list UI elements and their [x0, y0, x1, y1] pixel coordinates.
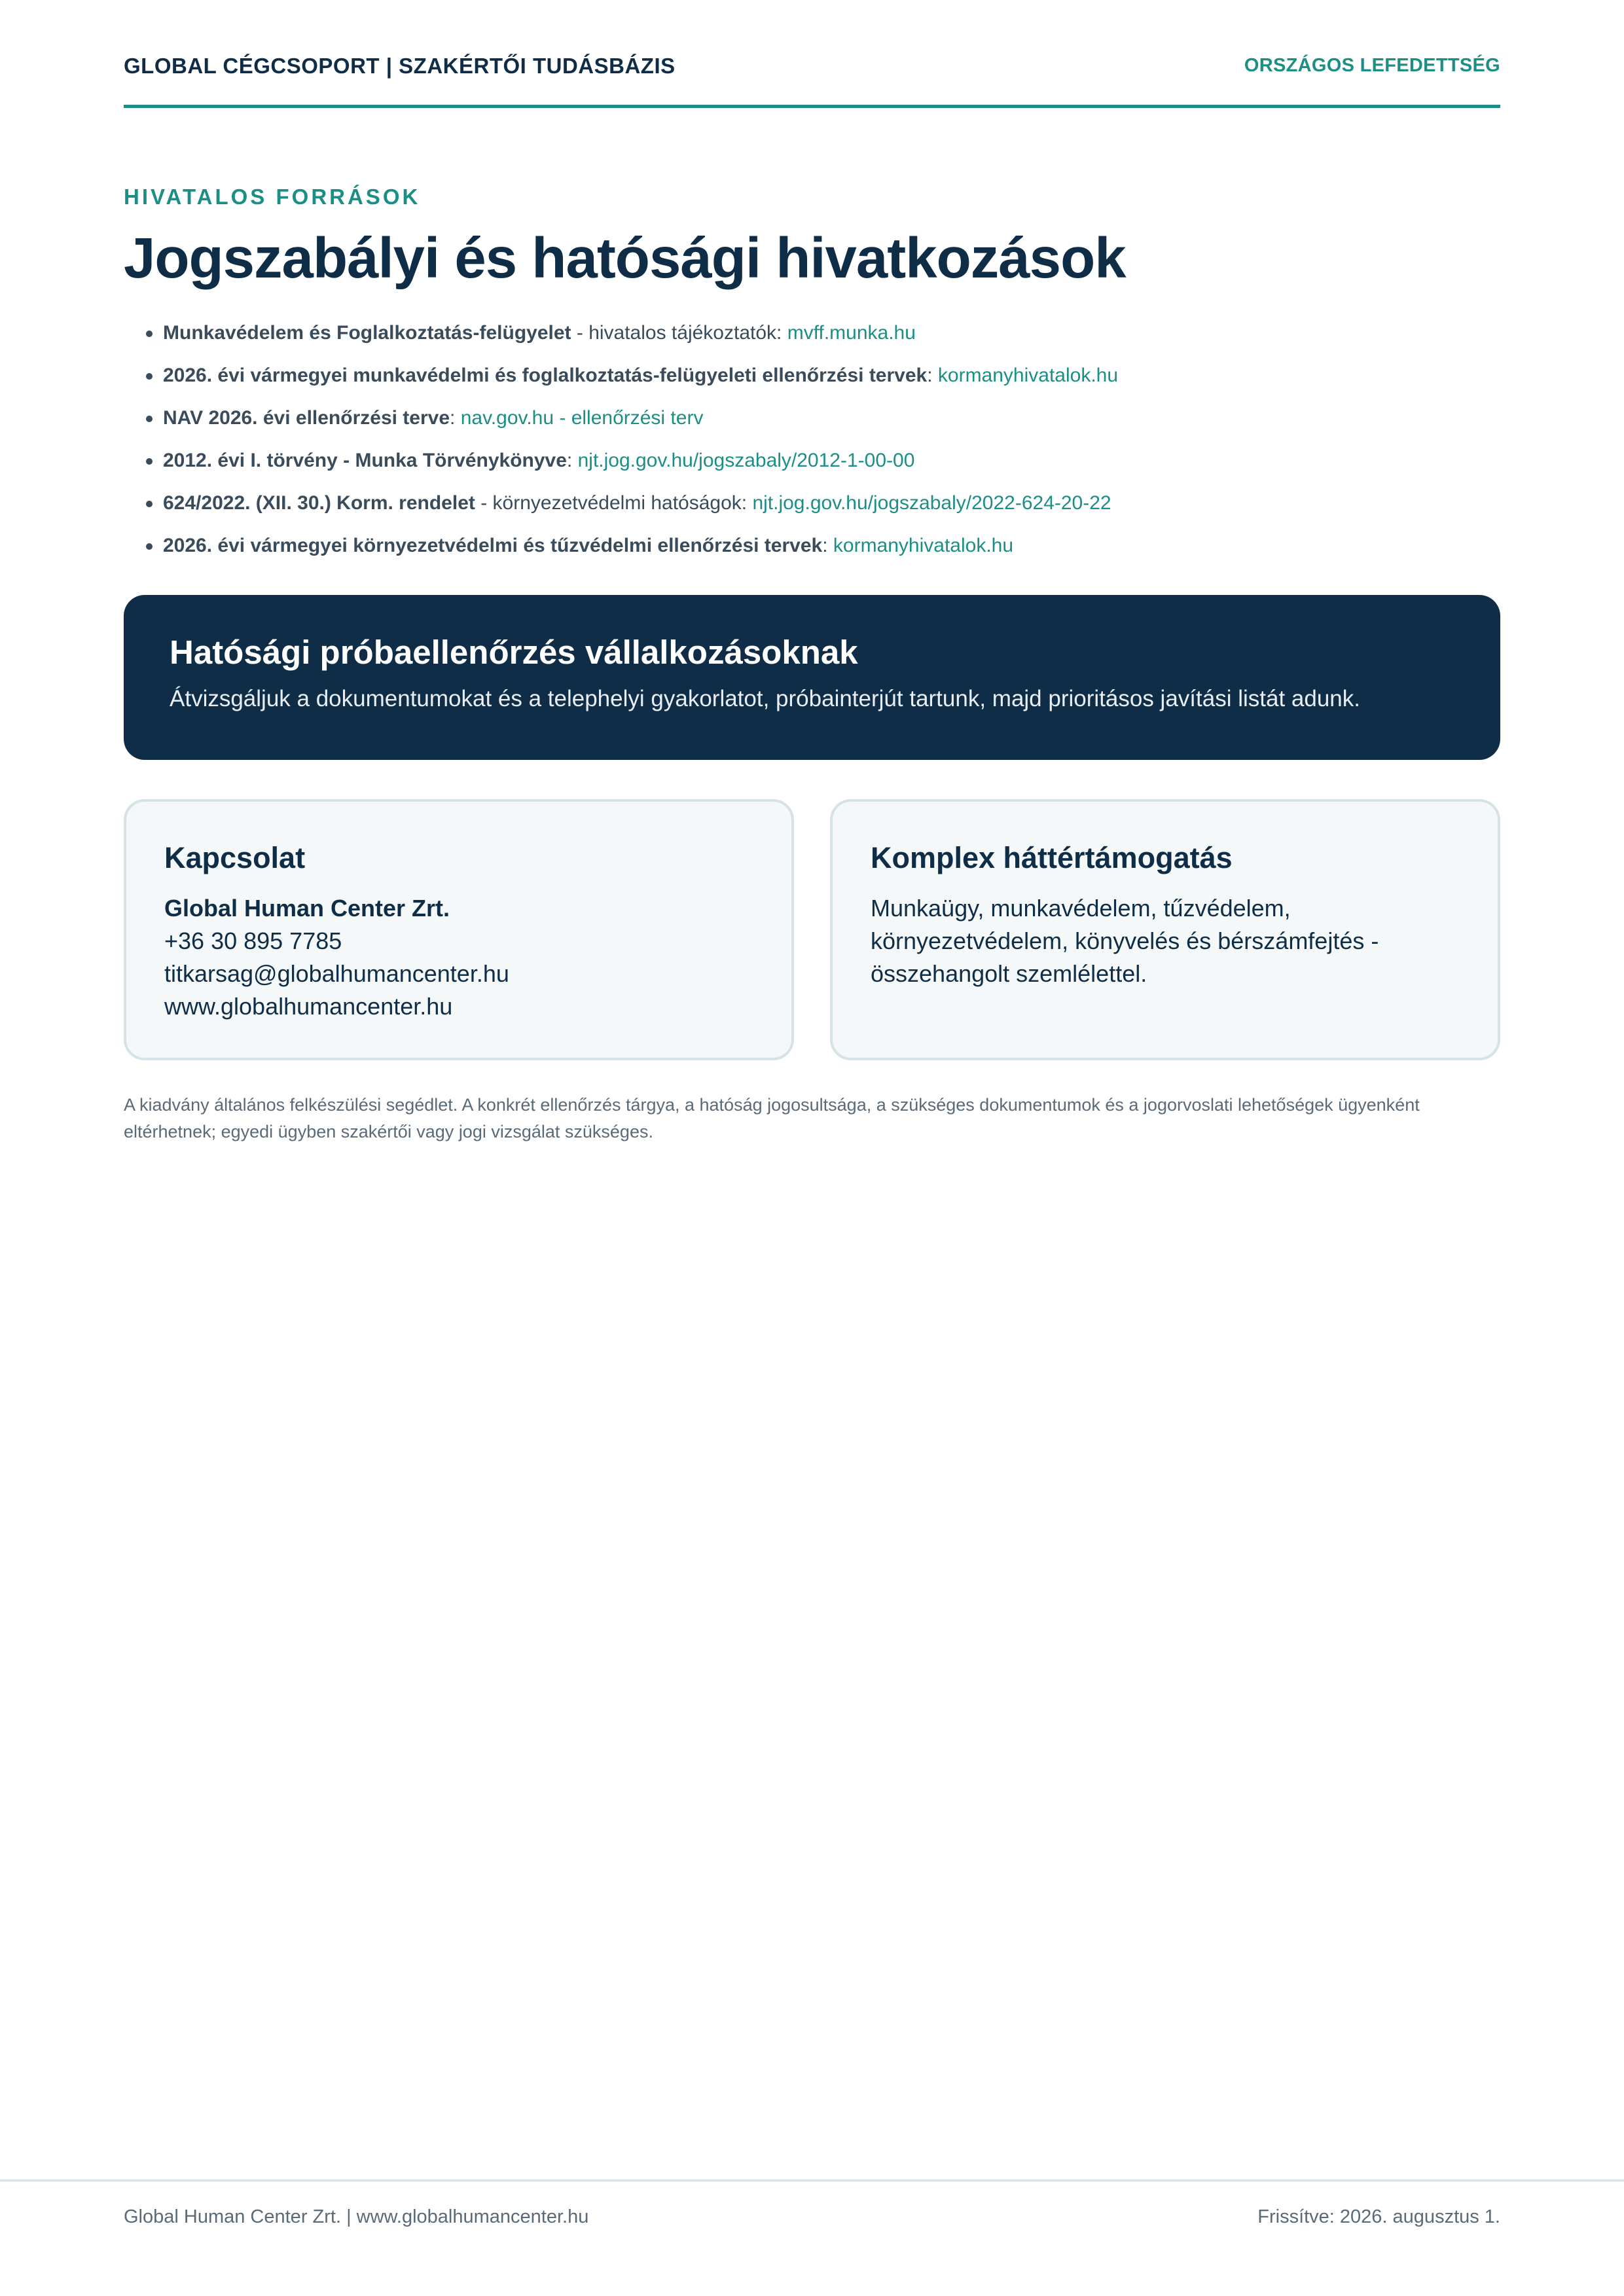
reference-link[interactable]: nav.gov.hu - ellenőrzési terv	[460, 407, 704, 429]
company-name: Global Human Center Zrt.	[164, 895, 450, 922]
reference-text: :	[566, 450, 578, 471]
reference-title: NAV 2026. évi ellenőrzési terve	[163, 407, 450, 429]
page-title: Jogszabályi és hatósági hivatkozások	[124, 226, 1126, 290]
bullet-icon	[146, 373, 153, 380]
reference-link[interactable]: njt.jog.gov.hu/jogszabaly/2022-624-20-22	[752, 492, 1111, 514]
reference-item	[124, 365, 1500, 407]
contact-title: Kapcsolat	[164, 841, 306, 874]
reference-title: 2026. évi vármegyei munkavédelmi és foglalkoztatás-felügyeleti ellenőrzési tervek	[163, 365, 928, 386]
reference-link[interactable]: kormanyhivatalok.hu	[937, 365, 1119, 386]
footer-updated-date: Frissítve: 2026. augusztus 1.	[1257, 2206, 1500, 2227]
callout-title: Hatósági próbaellenőrzés vállalkozásoknak	[170, 634, 858, 671]
bullet-icon	[146, 543, 153, 550]
reference-text: :	[822, 535, 833, 556]
page-footer	[0, 2179, 1624, 2227]
inspection-callout	[124, 595, 1500, 760]
reference-link[interactable]: njt.jog.gov.hu/jogszabaly/2012-1-00-00	[577, 450, 915, 471]
disclaimer-text: A kiadvány általános felkészülési segédlet. A konkrét ellenőrzés tárgya, a hatóság jogosultsága, a szükséges dokumentumok és a jogorvoslati lehetőségek ügyenként eltérhetnek; egyedi ügyben szakértői vagy jogi vizsgálat szükséges.	[124, 1095, 1420, 1141]
bullet-icon	[146, 331, 153, 337]
reference-text: :	[450, 407, 461, 429]
reference-text: - hivatalos tájékoztatók:	[571, 322, 787, 344]
page-header	[124, 51, 1500, 108]
email-address[interactable]: titkarsag@globalhumancenter.hu	[164, 960, 509, 987]
reference-item	[124, 535, 1500, 577]
section-eyebrow: HIVATALOS FORRÁSOK	[124, 185, 421, 209]
reference-item	[124, 450, 1500, 492]
reference-title: 624/2022. (XII. 30.) Korm. rendelet	[163, 492, 475, 514]
callout-text: Átvizsgáljuk a dokumentumokat és a telephelyi gyakorlatot, próbainterjút tartunk, majd prioritásos javítási listát adunk.	[170, 686, 1360, 711]
reference-link[interactable]: mvff.munka.hu	[787, 322, 916, 344]
contact-card	[124, 799, 794, 1060]
reference-item	[124, 492, 1500, 535]
reference-text: - környezetvédelmi hatóságok:	[475, 492, 753, 514]
bullet-icon	[146, 501, 153, 507]
reference-item	[124, 322, 1500, 365]
footer-company: Global Human Center Zrt. | www.globalhumancenter.hu	[124, 2206, 589, 2227]
reference-title: Munkavédelem és Foglalkoztatás-felügyelet	[163, 322, 571, 344]
bullet-icon	[146, 458, 153, 465]
reference-title: 2026. évi vármegyei környezetvédelmi és tűzvédelmi ellenőrzési tervek	[163, 535, 823, 556]
brand-title: GLOBAL CÉGCSOPORT | SZAKÉRTŐI TUDÁSBÁZIS	[124, 54, 676, 78]
support-text: Munkaügy, munkavédelem, tűzvédelem, környezetvédelem, könyvelés és bérszámfejtés - összehangolt szemlélettel.	[871, 895, 1379, 987]
reference-title: 2012. évi I. törvény - Munka Törvénykönyve	[163, 450, 567, 471]
coverage-label: ORSZÁGOS LEFEDETTSÉG	[1244, 55, 1500, 76]
reference-text: :	[927, 365, 938, 386]
support-card	[830, 799, 1500, 1060]
support-title: Komplex háttértámogatás	[871, 841, 1233, 874]
website-address[interactable]: www.globalhumancenter.hu	[164, 993, 453, 1020]
bullet-icon	[146, 416, 153, 422]
reference-item	[124, 407, 1500, 450]
reference-list	[124, 322, 1500, 577]
reference-link[interactable]: kormanyhivatalok.hu	[833, 535, 1014, 556]
phone-number[interactable]: +36 30 895 7785	[164, 927, 342, 954]
